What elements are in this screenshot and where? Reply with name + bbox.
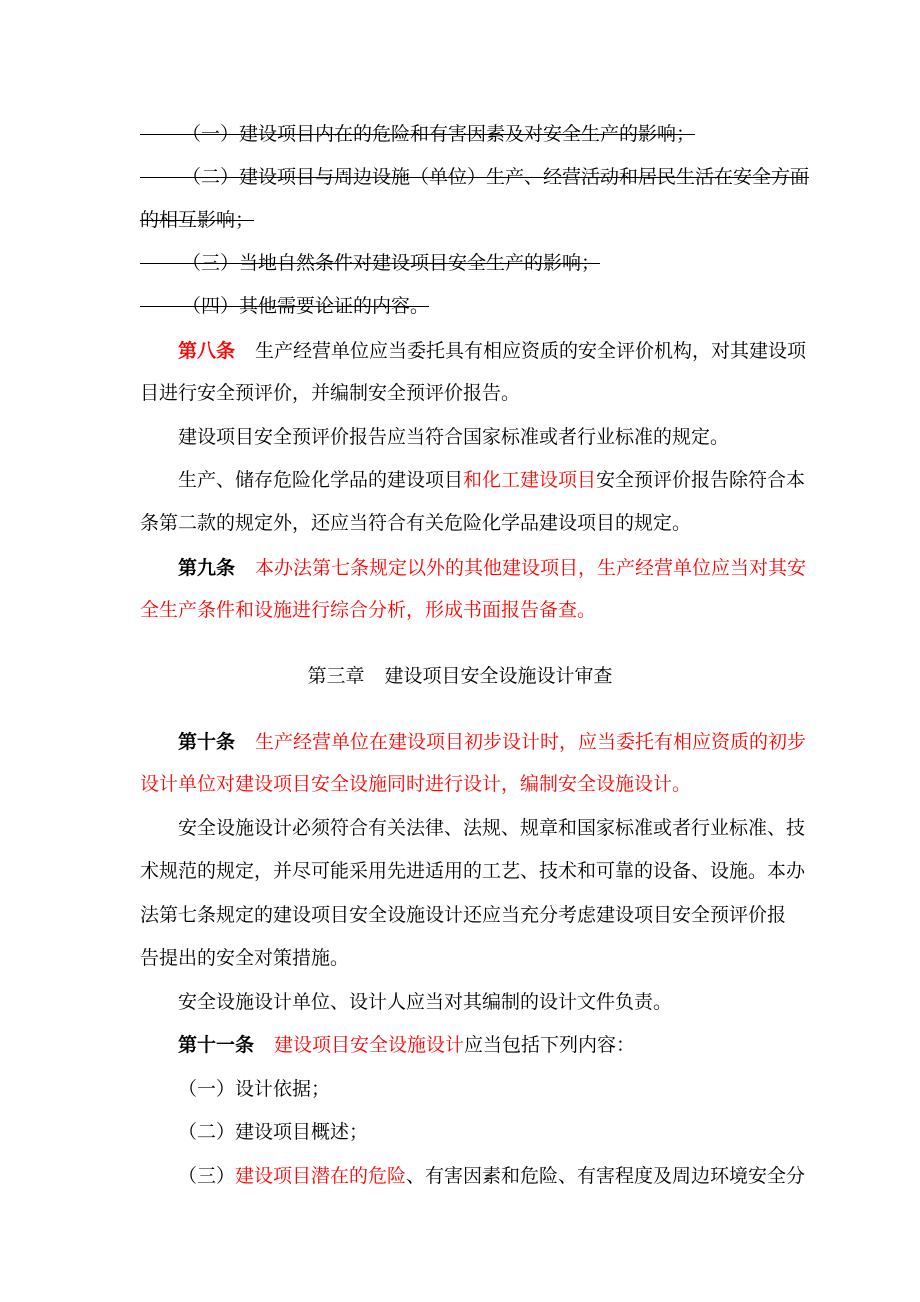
- inserted-text: 建设项目潜在的危险: [235, 1165, 407, 1187]
- inserted-text: 和化工建设项目: [463, 469, 597, 491]
- deletion-dash: [140, 177, 182, 178]
- deletion-dash: [140, 306, 182, 307]
- deleted-item-2-line1: （二）建设项目与周边设施（单位）生产、经营活动和居民生活在安全方面: [140, 165, 785, 189]
- article-10-line2: 设计单位对建设项目安全设施同时进行设计，编制安全设施设计。: [140, 773, 692, 795]
- article-8-line1: 第八条 生产经营单位应当委托具有相应资质的安全评价机构，对其建设项: [178, 340, 807, 362]
- article-10-line1: 第十条 生产经营单位在建设项目初步设计时，应当委托有相应资质的初步: [178, 731, 807, 753]
- article-10-para3: 安全设施设计单位、设计人应当对其编制的设计文件负责。: [178, 991, 673, 1013]
- article-10-para2-line3: 法第七条规定的建设项目安全设施设计还应当充分考虑建设项目安全预评价报: [140, 904, 787, 926]
- article-8-para3-line1: 生产、储存危险化学品的建设项目和化工建设项目安全预评价报告除符合本: [178, 469, 806, 491]
- article-10-para2-line2: 术规范的规定，并尽可能采用先进适用的工艺、技术和可靠的设备、设施。本办: [140, 860, 806, 882]
- deleted-item-4: （四）其他需要论证的内容。: [140, 294, 785, 318]
- article-8-number: 第八条: [178, 340, 236, 362]
- article-10-para2-line4: 告提出的安全对策措施。: [140, 947, 350, 969]
- deleted-item-3: （三）当地自然条件对建设项目安全生产的影响；: [140, 251, 785, 275]
- deletion-dash: [140, 263, 182, 264]
- article-11-item3: （三）建设项目潜在的危险、有害因素和危险、有害程度及周边环境安全分: [178, 1165, 806, 1187]
- chapter-heading: 第三章 建设项目安全设施设计审查: [307, 665, 613, 687]
- inserted-text: 建设项目安全设施设计: [274, 1034, 465, 1056]
- article-11-number: 第十一条: [178, 1034, 255, 1056]
- deleted-item-1: （一）建设项目内在的危险和有害因素及对安全生产的影响；: [140, 122, 785, 146]
- article-8-para2: 建设项目安全预评价报告应当符合国家标准或者行业标准的规定。: [178, 426, 730, 448]
- deletion-dash: [140, 134, 182, 135]
- article-11-item1: （一）设计依据；: [178, 1078, 331, 1100]
- article-9-line1: 第九条 本办法第七条规定以外的其他建设项目，生产经营单位应当对其安: [178, 557, 807, 579]
- article-8-line2: 目进行安全预评价，并编制安全预评价报告。: [140, 382, 521, 404]
- article-10-number: 第十条: [178, 731, 236, 753]
- article-11-item2: （二）建设项目概述；: [178, 1121, 369, 1143]
- article-8-para3-line2: 条第二款的规定外，还应当符合有关危险化学品建设项目的规定。: [140, 512, 692, 534]
- article-9-number: 第九条: [178, 557, 236, 579]
- deleted-item-2-line2: 的相互影响；: [140, 209, 255, 231]
- article-9-line2: 全生产条件和设施进行综合分析，形成书面报告备查。: [140, 599, 597, 621]
- article-11-line1: 第十一条 建设项目安全设施设计应当包括下列内容：: [178, 1034, 636, 1056]
- article-10-para2-line1: 安全设施设计必须符合有关法律、法规、规章和国家标准或者行业标准、技: [178, 817, 806, 839]
